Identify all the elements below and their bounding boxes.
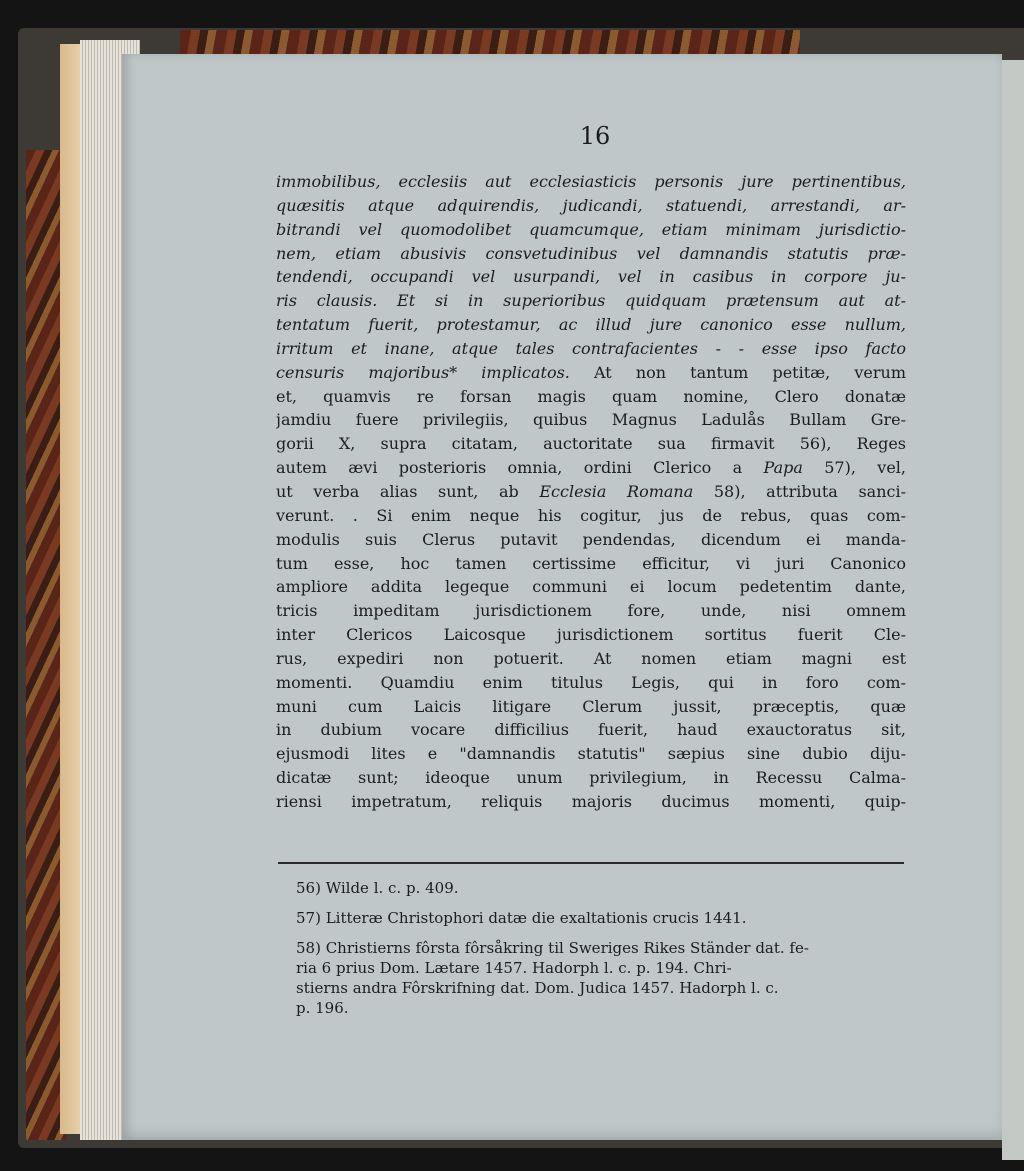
text-line (276, 599, 906, 623)
roman-segment: 57), vel, (802, 458, 906, 478)
italic-segment: immobilibus, ecclesiis aut ecclesiasticis personis jure pertinentibus, (276, 172, 906, 191)
roman-segment: jamdiu fuere privilegiis, quibus Magnus Ladulås Bullam Gre- (276, 410, 906, 430)
footnote-line: 57) Litteræ Christophori datæ die exaltationis crucis 1441. (296, 909, 747, 927)
roman-segment: gorii X, supra citatam, auctoritate sua firmavit 56), Reges (276, 434, 906, 454)
italic-segment: bitrandi vel quomodolibet quamcumque, etiam minimam jurisdictio- (276, 219, 906, 239)
roman-segment: in dubium vocare difficilius fuerit, haud exauctoratus sit, (276, 720, 906, 740)
roman-segment: muni cum Laicis litigare Clerum jussit, præceptis, quæ (276, 696, 906, 716)
text-line (276, 218, 906, 242)
footnote (296, 938, 906, 1018)
footnote-line: p. 196. (296, 999, 349, 1017)
roman-segment: momenti. Quamdiu enim titulus Legis, qui in foro com- (276, 672, 906, 692)
footnote (296, 878, 906, 898)
text-line (276, 361, 906, 385)
text-line (276, 623, 906, 647)
text-line (276, 695, 906, 719)
text-line (276, 647, 906, 671)
text-line (276, 242, 906, 266)
text-line (276, 194, 906, 218)
roman-segment: riensi impetratum, reliquis majoris ducimus momenti, quip- (276, 791, 906, 811)
roman-segment: ejusmodi lites e "damnandis statutis" sæpius sine dubio diju- (276, 744, 906, 764)
text-line (276, 718, 906, 742)
text-line (276, 432, 906, 456)
marbled-board-top (180, 30, 800, 56)
text-line (276, 456, 906, 480)
page-number: 16 (579, 122, 611, 150)
italic-segment: Papa (763, 458, 803, 478)
footnote (296, 908, 906, 928)
footnote-line: stierns andra Fôrskrifning dat. Dom. Judica 1457. Hadorph l. c. (296, 979, 779, 997)
footnotes (296, 878, 906, 1028)
text-line (276, 528, 906, 552)
text-line (276, 552, 906, 576)
roman-segment: At non tantum petitæ, verum (569, 362, 906, 382)
roman-segment: modulis suis Clerus putavit pendendas, dicendum ei manda- (276, 529, 906, 549)
italic-segment: censuris majoribus* implicatos. (276, 362, 570, 382)
roman-segment: 58), attributa sanci- (693, 481, 906, 501)
footnote-rule (278, 862, 904, 864)
italic-segment: irritum et inane, atque tales contrafacientes - - esse ipso facto (276, 338, 906, 358)
roman-segment: ampliore addita legeque communi ei locum pedetentim dante, (276, 577, 906, 597)
text-line (276, 289, 906, 313)
footnote-line: ria 6 prius Dom. Lætare 1457. Hadorph l. c. p. 194. Chri- (296, 959, 732, 977)
italic-segment: Ecclesia Romana (539, 481, 694, 501)
italic-segment: tentatum fuerit, protestamur, ac illud jure canonico esse nullum, (276, 315, 906, 335)
text-line (276, 265, 906, 289)
roman-segment: dicatæ sunt; ideoque unum privilegium, in Recessu Calma- (276, 768, 906, 788)
text-line (276, 504, 906, 528)
roman-segment: ut verba alias sunt, ab (276, 481, 540, 501)
body-text (276, 170, 906, 814)
italic-segment: ris clausis. Et si in superioribus quidquam prætensum aut at- (276, 291, 906, 311)
italic-segment: nem, etiam abusivis consvetudinibus vel damnandis statutis præ- (276, 243, 906, 263)
footnote-line: 58) Christierns fôrsta fôrsåkring til Sweriges Rikes Ständer dat. fe- (296, 939, 809, 957)
text-line (276, 337, 906, 361)
text-line (276, 385, 906, 409)
text-line (276, 313, 906, 337)
roman-segment: et, quamvis re forsan magis quam nomine, Clero donatæ (276, 386, 906, 406)
text-line (276, 766, 906, 790)
text-line (276, 671, 906, 695)
roman-segment: tum esse, hoc tamen certissime efficitur, vi juri Canonico (276, 553, 906, 573)
text-line (276, 742, 906, 766)
italic-segment: quæsitis atque adquirendis, judicandi, statuendi, arrestandi, ar- (276, 195, 906, 215)
roman-segment: autem ævi posterioris omnia, ordini Clerico a (276, 458, 764, 478)
footnote-line: 56) Wilde l. c. p. 409. (296, 879, 459, 897)
text-line (276, 408, 906, 432)
page-right-edge (1002, 60, 1024, 1160)
roman-segment: rus, expediri non potuerit. At nomen etiam magni est (276, 648, 906, 668)
roman-segment: inter Clericos Laicosque jurisdictionem sortitus fuerit Cle- (276, 625, 906, 645)
text-line (276, 480, 906, 504)
text-line (276, 790, 906, 814)
roman-segment: verunt. . Si enim neque his cogitur, jus de rebus, quas com- (276, 505, 906, 525)
text-line (276, 170, 906, 194)
italic-segment: tendendi, occupandi vel usurpandi, vel in casibus in corpore ju- (276, 267, 906, 287)
text-line (276, 575, 906, 599)
roman-segment: tricis impeditam jurisdictionem fore, unde, nisi omnem (276, 601, 906, 621)
